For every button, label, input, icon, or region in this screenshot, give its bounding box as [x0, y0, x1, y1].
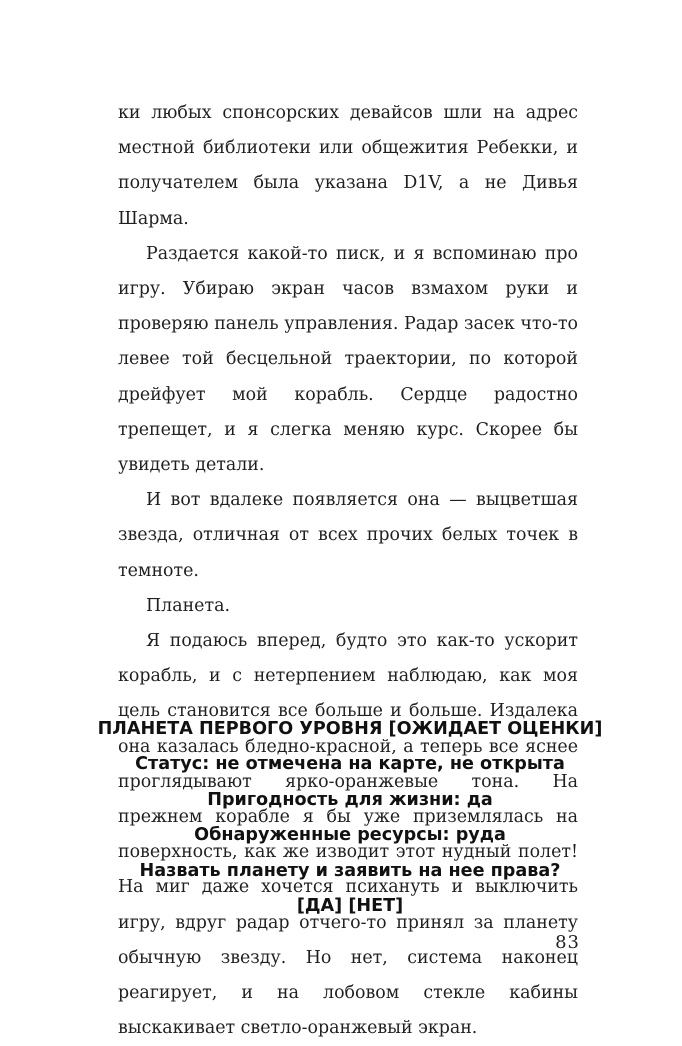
- game-notification-panel: [60, 712, 640, 924]
- paragraph-3: И вот вдалеке появляется она — выцветшая звезда, отличная от всех прочих белых точек в темноте.: [118, 490, 578, 581]
- panel-status: Статус: не отмечена на карте, не открыта: [135, 754, 565, 775]
- panel-options: [ДА] [НЕТ]: [296, 896, 404, 917]
- paragraph-4: Планета.: [146, 595, 230, 616]
- panel-resources: Обнаруженные ресурсы: руда: [194, 825, 506, 846]
- paragraph-2: Раздается какой-то писк, и я вспоминаю про игру. Убираю экран часов взмахом руки и проверяю панель управления. Радар засек что-то левее той бесцельной траектории, по которой дрейфует мой корабль. Сердце радостно трепещет, и я слегка меняю курс. Скорее бы увидеть детали.: [118, 243, 578, 476]
- paragraph-1: ки любых спонсорских девайсов шли на адрес местной библиотеки или общежития Ребекки, и получателем была указана D1V, а не Дивья Шарма.: [118, 103, 578, 229]
- panel-title: ПЛАНЕТА ПЕРВОГО УРОВНЯ [ОЖИДАЕТ ОЦЕНКИ]: [97, 719, 603, 739]
- panel-habitability: Пригодность для жизни: да: [207, 789, 493, 810]
- panel-prompt: Назвать планету и заявить на нее права?: [139, 860, 561, 881]
- paragraph-5: Я подаюсь вперед, будто это как-то ускорит корабль, и с нетерпением наблюдаю, как моя цель становится все больше и больше. Издалека она казалась бледно-красной, а теперь все яснее проглядывают ярко-оранжевые тона. На прежнем корабле я бы уже приземлялась на поверхность, как же изводит этот нудный полет! На миг даже хочется психануть и выключить игру, вдруг радар отчего-то принял за планету обычную звезду. Но нет, система наконец реагирует, и на лобовом стекле кабины выскакивает светло-оранжевый экран.: [118, 631, 578, 1039]
- page-number: 83: [555, 932, 580, 953]
